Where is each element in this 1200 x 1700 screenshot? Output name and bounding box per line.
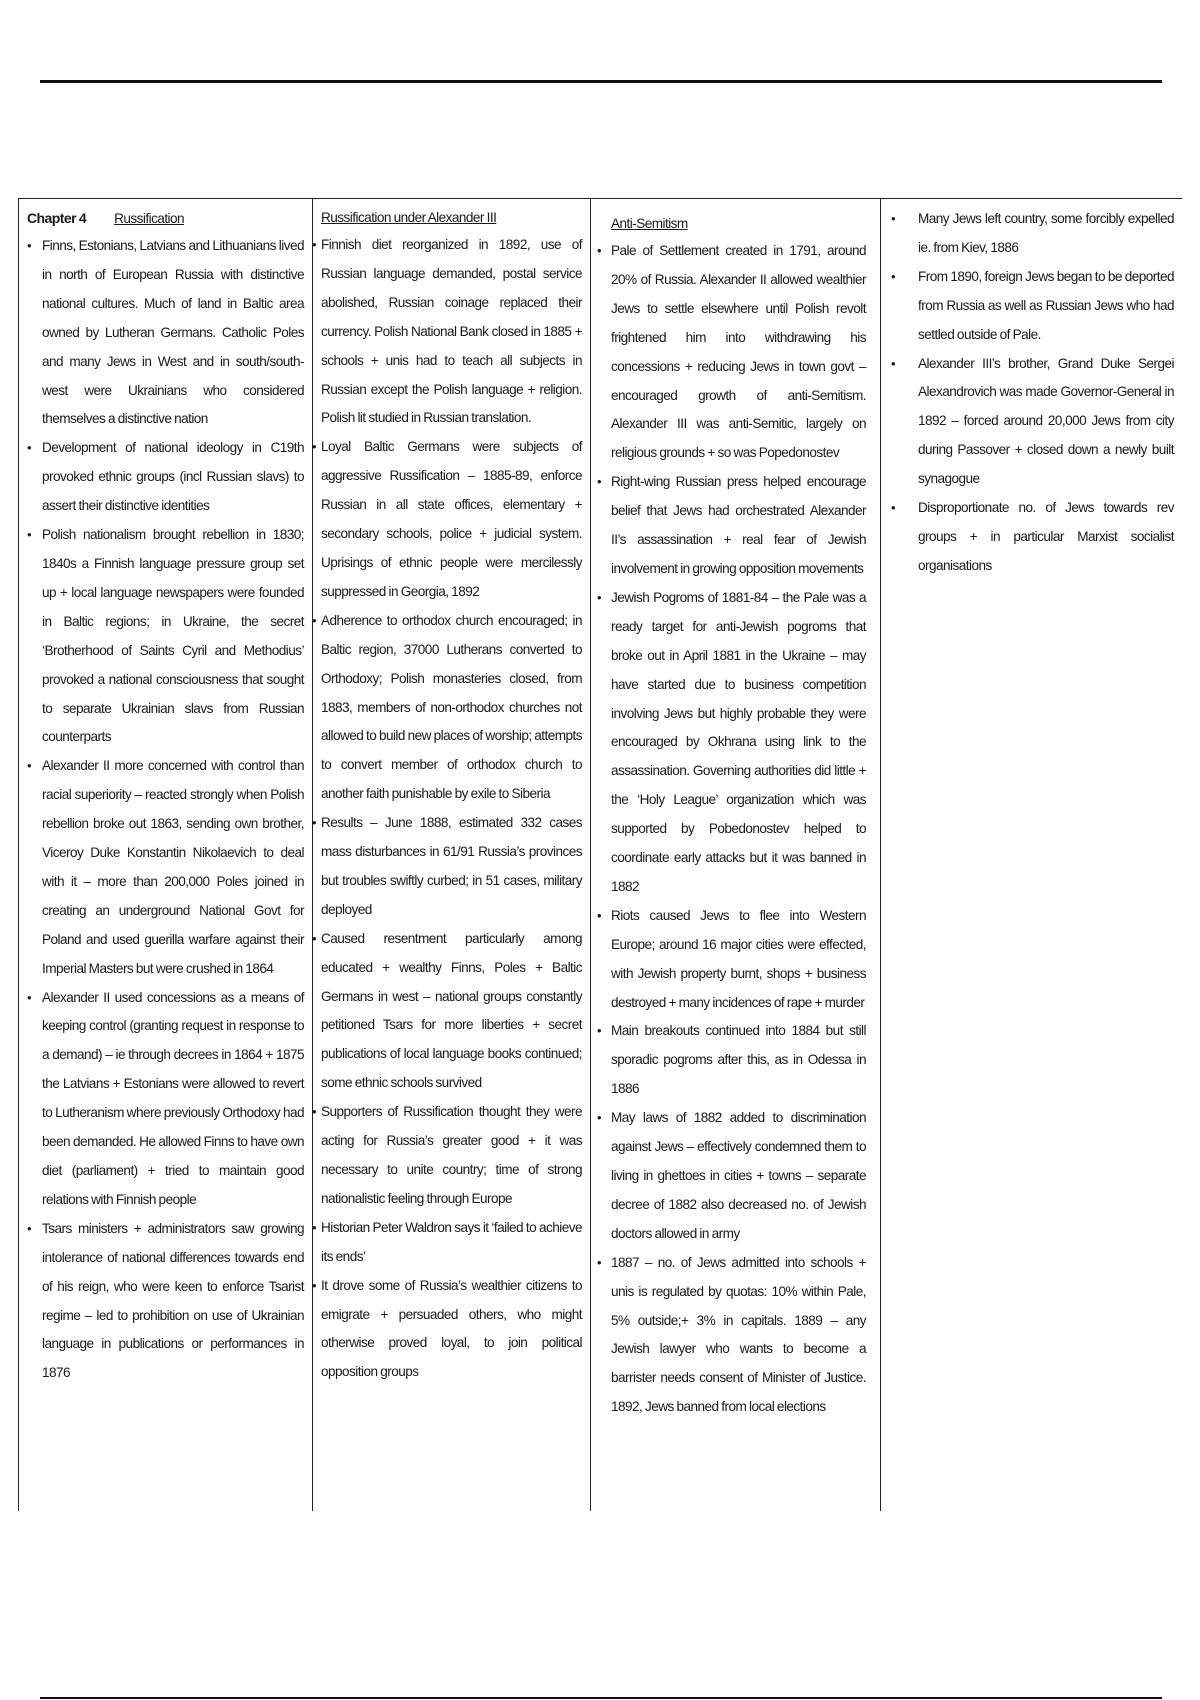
column-anti-semitism-continued [880, 199, 1182, 1511]
bullet-item: • Polish nationalism brought rebellion in 1830; 1840s a Finnish language pressure group set up + local language newspapers were founded in Baltic regions; in Ukraine, the secret ‘Brotherhood of Saints Cyril and Methodius’ provoked a national consciousness that sought to separate Ukrainian slavs from Russian counterparts [27, 521, 304, 752]
bullet-item: • Historian Peter Waldron says it ‘failed to achieve its ends’ [321, 1214, 582, 1272]
column-header [611, 211, 866, 237]
bullet-item: • Development of national ideology in C19th provoked ethnic groups (incl Russian slavs) to assert their distinctive identities [27, 434, 304, 521]
bullet-item: • Jewish Pogroms of 1881-84 – the Pale was a ready target for anti-Jewish pogroms that broke out in April 1881 in the Ukraine – may have started due to business competition involving Jews but highly probable they were encouraged by Okhrana using link to the assassination. Governing authorities did little + the ‘Holy League’ organization which was supported by Pobedonostev helped to coordinate early attacks but it was banned in 1882 [611, 584, 866, 902]
bullet-item: • Tsars ministers + administrators saw growing intolerance of national differences towards end of his reign, who were keen to enforce Tsarist regime – led to prohibition on use of Ukrainian language in publications or performances in 1876 [27, 1215, 304, 1388]
column-anti-semitism [590, 199, 880, 1511]
bullet-item: • Adherence to orthodox church encouraged; in Baltic region, 37000 Lutherans converted to Orthodoxy; Polish monasteries closed, from 1883, members of non-orthodox churches not allowed to build new places of worship; attempts to convert member of orthodox church to another faith punishable by exile to Siberia [321, 607, 582, 809]
chapter-label: Chapter 4 [27, 210, 87, 226]
column-russification-alexander-iii [312, 199, 590, 1511]
bullet-item: • Disproportionate no. of Jews towards rev groups + in particular Marxist socialist organisations [891, 494, 1174, 581]
top-rule [40, 80, 1162, 83]
bullet-item: • Loyal Baltic Germans were subjects of aggressive Russification – 1885-89, enforce Russian in all state offices, elementary + secondary schools, police + judicial system. Uprisings of ethnic people were mercilessly suppressed in Georgia, 1892 [321, 433, 582, 606]
bullet-list [891, 205, 1174, 581]
bullet-item: • Alexander II more concerned with control than racial superiority – reacted strongly when Polish rebellion broke out 1863, sending own brother, Viceroy Duke Konstantin Nikolaevich to deal with it – more than 200,000 Poles joined in creating an underground National Govt for Poland and used guerilla warfare against their Imperial Masters but were crushed in 1864 [27, 752, 304, 983]
bullet-list [611, 237, 866, 1422]
column-heading: Anti-Semitism [611, 216, 688, 231]
bullet-item: • Supporters of Russification thought they were acting for Russia’s greater good + it was necessary to unite country; time of strong nationalistic feeling through Europe [321, 1098, 582, 1214]
bullet-list [27, 232, 304, 1388]
bullet-item: • From 1890, foreign Jews began to be deported from Russia as well as Russian Jews who had settled outside of Pale. [891, 263, 1174, 350]
bullet-item: • Main breakouts continued into 1884 but still sporadic pogroms after this, as in Odessa in 1886 [611, 1017, 866, 1104]
bullet-item: • Results – June 1888, estimated 332 cases mass disturbances in 61/91 Russia’s provinces but troubles swiftly curbed; in 51 cases, military deployed [321, 809, 582, 925]
bullet-item: • Alexander III’s brother, Grand Duke Sergei Alexandrovich was made Governor-General in 1892 – forced around 20,000 Jews from city during Passover + closed down a newly built synagogue [891, 350, 1174, 495]
column-heading: Russification [114, 211, 185, 226]
bullet-item: • Many Jews left country, some forcibly expelled ie. from Kiev, 1886 [891, 205, 1174, 263]
bottom-rule [40, 1697, 1162, 1699]
bullet-item: • Right-wing Russian press helped encourage belief that Jews had orchestrated Alexander II’s assassination + real fear of Jewish involvement in growing opposition movements [611, 468, 866, 584]
bullet-item: • Finns, Estonians, Latvians and Lithuanians lived in north of European Russia with distinctive national cultures. Much of land in Baltic area owned by Lutheran Germans. Catholic Poles and many Jews in West and in south/south-west were Ukrainians who considered themselves a distinctive nation [27, 232, 304, 434]
bullet-item: • May laws of 1882 added to discrimination against Jews – effectively condemned them to living in ghettoes in cities + towns – separate decree of 1882 also decreased no. of Jewish doctors allowed in army [611, 1104, 866, 1249]
column-header [321, 205, 582, 231]
notes-table [18, 198, 1182, 1511]
column-heading: Russification under Alexander III [321, 210, 497, 225]
bullet-item: • 1887 – no. of Jews admitted into schools + unis is regulated by quotas: 10% within Pale, 5% outside;+ 3% in capitals. 1889 – any Jewish lawyer who wants to become a barrister needs consent of Minister of Justice. 1892, Jews banned from local elections [611, 1249, 866, 1422]
column-russification [18, 199, 312, 1511]
column-header [27, 205, 304, 232]
bullet-item: • Alexander II used concessions as a means of keeping control (granting request in response to a demand) – ie through decrees in 1864 + 1875 the Latvians + Estonians were allowed to revert to Lutheranism where previously Orthodoxy had been demanded. He allowed Finns to have own diet (parliament) + tried to maintain good relations with Finnish people [27, 984, 304, 1215]
bullet-list [321, 231, 582, 1387]
bullet-item: • Riots caused Jews to flee into Western Europe; around 16 major cities were effected, with Jewish property burnt, shops + business destroyed + many incidences of rape + murder [611, 902, 866, 1018]
bullet-item: • Pale of Settlement created in 1791, around 20% of Russia. Alexander II allowed wealthier Jews to settle elsewhere until Polish revolt frightened him into withdrawing his concessions + reducing Jews in town govt – encouraged growth of anti-Semitism. Alexander III was anti-Semitic, largely on religious grounds + so was Popedonostev [611, 237, 866, 468]
bullet-item: • Caused resentment particularly among educated + wealthy Finns, Poles + Baltic Germans in west – national groups constantly petitioned Tsars for more liberties + secret publications of local language books continued; some ethnic schools survived [321, 925, 582, 1098]
bullet-item: • Finnish diet reorganized in 1892, use of Russian language demanded, postal service abolished, Russian coinage replaced their currency. Polish National Bank closed in 1885 + schools + unis had to teach all subjects in Russian except the Polish language + religion. Polish lit studied in Russian translation. [321, 231, 582, 433]
bullet-item: • It drove some of Russia’s wealthier citizens to emigrate + persuaded others, who might otherwise proved loyal, to join political opposition groups [321, 1272, 582, 1388]
